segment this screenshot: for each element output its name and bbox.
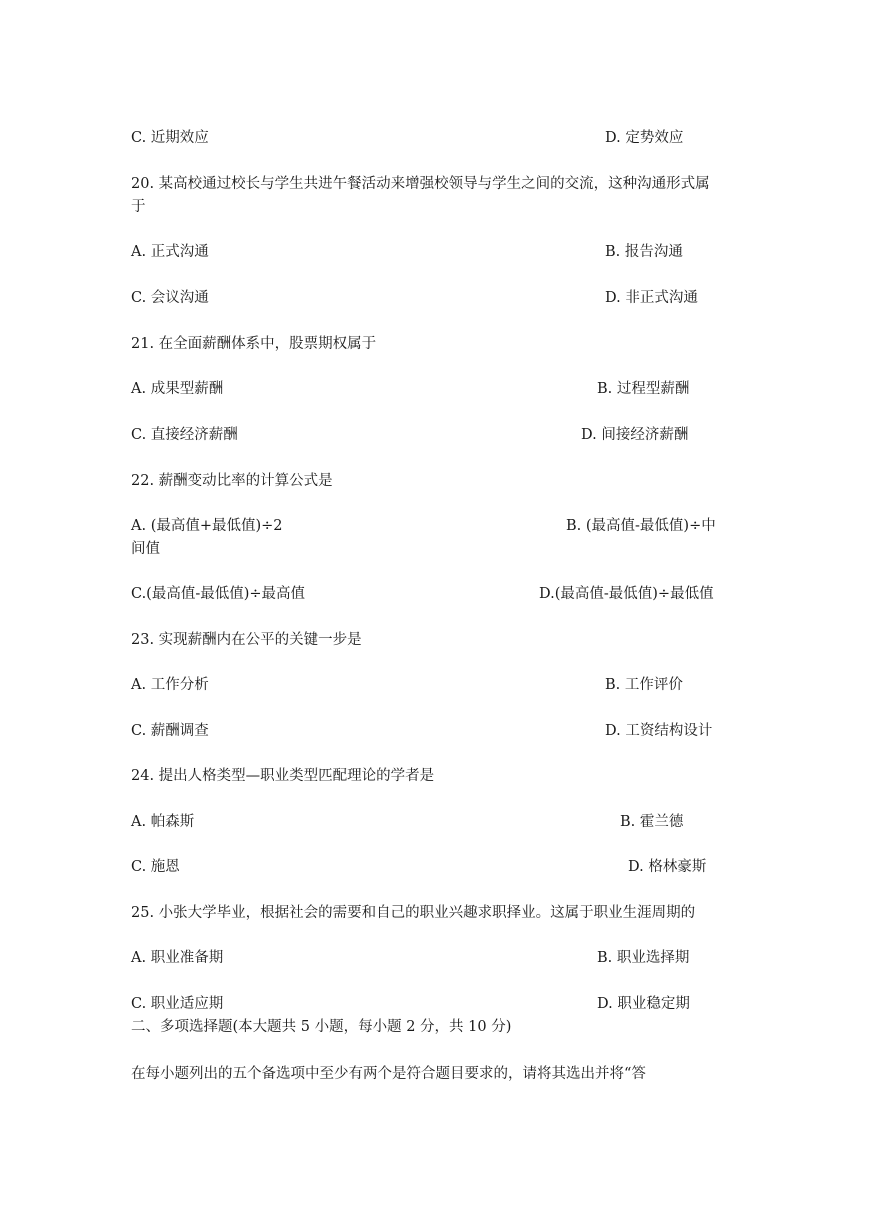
q21-option-d: D. 间接经济薪酬 xyxy=(581,427,689,443)
q23-stem: 23. 实现薪酬内在公平的关键一步是 xyxy=(131,632,362,648)
q21-option-a: A. 成果型薪酬 xyxy=(131,381,224,397)
q20-option-d: D. 非正式沟通 xyxy=(605,290,698,306)
q21-option-b: B. 过程型薪酬 xyxy=(597,381,690,397)
q22-option-b-continued: 间值 xyxy=(131,541,160,557)
q20-option-c: C. 会议沟通 xyxy=(131,290,209,306)
q19-option-d: D. 定势效应 xyxy=(605,130,684,146)
q24-option-d: D. 格林豪斯 xyxy=(628,859,707,875)
q25-option-a: A. 职业准备期 xyxy=(131,950,224,966)
q22-option-b: B. (最高值-最低值)÷中 xyxy=(566,518,716,534)
q25-option-d: D. 职业稳定期 xyxy=(597,996,690,1012)
q22-option-d: D.(最高值-最低值)÷最低值 xyxy=(539,586,714,602)
q20-stem-continued: 于 xyxy=(131,199,146,215)
q25-option-b: B. 职业选择期 xyxy=(597,950,690,966)
q20-option-a: A. 正式沟通 xyxy=(131,244,209,260)
q23-option-a: A. 工作分析 xyxy=(131,677,209,693)
section-instructions: 在每小题列出的五个备选项中至少有两个是符合题目要求的，请将其选出并将“答 xyxy=(131,1066,646,1082)
q19-option-c: C. 近期效应 xyxy=(131,130,209,146)
q23-option-c: C. 薪酬调查 xyxy=(131,723,209,739)
q23-option-b: B. 工作评价 xyxy=(605,677,683,693)
q22-option-a: A. (最高值+最低值)÷2 xyxy=(131,518,283,534)
q24-option-a: A. 帕森斯 xyxy=(131,814,195,830)
q24-stem: 24. 提出人格类型—职业类型匹配理论的学者是 xyxy=(131,768,435,784)
q21-stem: 21. 在全面薪酬体系中，股票期权属于 xyxy=(131,336,377,352)
q20-option-b: B. 报告沟通 xyxy=(605,244,683,260)
q24-option-c: C. 施恩 xyxy=(131,859,180,875)
q20-stem: 20. 某高校通过校长与学生共进午餐活动来增强校领导与学生之间的交流，这种沟通形式属 xyxy=(131,176,710,192)
section-heading: 二、多项选择题(本大题共 5 小题，每小题 2 分，共 10 分) xyxy=(131,1019,512,1035)
q24-option-b: B. 霍兰德 xyxy=(620,814,684,830)
q23-option-d: D. 工资结构设计 xyxy=(605,723,713,739)
q22-option-c: C.(最高值-最低值)÷最高值 xyxy=(131,586,306,602)
q21-option-c: C. 直接经济薪酬 xyxy=(131,427,238,443)
q25-option-c: C. 职业适应期 xyxy=(131,996,224,1012)
q22-stem: 22. 薪酬变动比率的计算公式是 xyxy=(131,473,333,489)
q25-stem: 25. 小张大学毕业，根据社会的需要和自己的职业兴趣求职择业。这属于职业生涯周期的 xyxy=(131,905,696,921)
